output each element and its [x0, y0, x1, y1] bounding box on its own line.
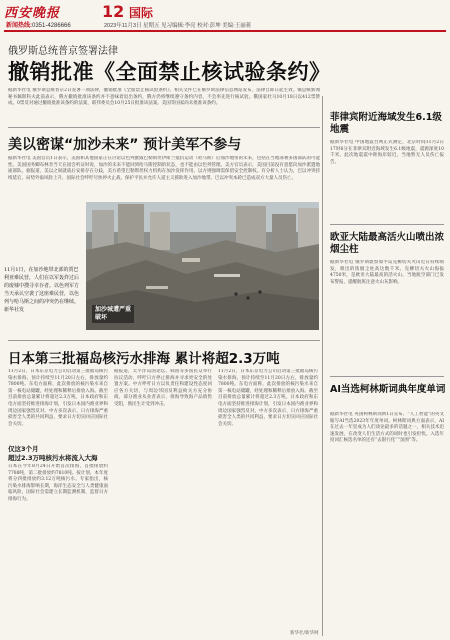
- story3-body-3: 据报道，太平洋岛国论坛、韩国等多国民众举行抗议活动，呼吁日方停止排海并寻求更安全的处置方案。中方呼吁日方以负责任和建设性态度回应各方关切，与周边邻国及利益攸关方充分协商。部分渔业从业者表示，排海导致海产品销售受阻，渔民生计受到冲击。: [114, 369, 212, 407]
- page-header: [4, 2, 446, 32]
- photo-side-caption: 11月1日，在加沙地带北部的贾巴利亚难民营，人们在以军轰炸过后的废墟中搜寻幸存者。以色列军方当天承认空袭了这座难民营，以色列与哈马斯之间的冲突仍在继续。新华社发: [4, 267, 80, 313]
- lead-body: 据新华社电 俄罗斯总统普京2日签署一项法律，撤销批准《全面禁止核试验条约》。相关文件已在俄罗斯法律信息网站发布，法律自即日起生效。俄总统新闻秘书佩斯科夫此前表示，俄方撤销批准该条约并不意味着退出条约，俄方仍将继续遵守条约内容，不会率先进行核试验。俄国家杜马10月18日以412票赞成、0票反对通过撤销批准该条约的法案，联邦委员会10月25日批准该法案。美国等国家尚未批准该条约。: [8, 88, 320, 107]
- column-divider: [322, 96, 323, 636]
- story3-headline: 日本第三批福岛核污水排海 累计将超2.3万吨: [8, 351, 280, 367]
- story3-credit: 新华社/新华网: [290, 631, 319, 636]
- hotline-number: 0351-4286666: [32, 23, 71, 29]
- newspaper-logo: 西安晚报: [4, 6, 61, 21]
- dateline: 2023年11月3日 星期五 见习编辑:李亮 校对:彭坤 美编:王丽蒋: [104, 23, 252, 29]
- story3-body-2: 日本在今年8月24日开始首次排海，首批排放约7788吨，第二批排放约7810吨。按计划，本年度将分四批排放约3.12万吨核污水。专家指出，核污染水排海影响长期，海洋生态安全与人类健康面临风险，国际社会需建立长期监测机制，监督日方排海行为。: [8, 464, 108, 502]
- story3-subhead-1: 仅这3个月: [8, 445, 39, 453]
- story2-body: 据新华社电 美国官员1日表示，美国和其他国家正在讨论以色列摧毁巴勒斯坦伊斯兰抵抗运动（哈马斯）后加沙地带的未来，包括在当地部署多国部队的可能性。美国国务卿布林肯当天在国会听证时说，加沙的未来不能回到哈马斯控制的状态，也不能由以色列管理。美方官员表示，美国目前没有意愿向加沙派遣地面部队。据报道，美以之间就战后安排存在分歧，美方希望巴勒斯坦权力机构在加沙发挥作用。以方则强调需保留安全控制权。有分析人士认为，巴以冲突持续延宕，局势外溢风险上升，国际社会呼吁尽快停火止战，保护平民并允许人道主义援助进入加沙地带。巴以冲突本轮已造成双方大量人员伤亡。: [8, 156, 320, 181]
- divider: [330, 376, 444, 377]
- story3-subhead-2: 超过2.3万吨核污水将流入大海: [8, 454, 98, 462]
- sidebar-headline-2: 欧亚大陆最高活火山喷出浓烟尘柱: [330, 232, 445, 255]
- sidebar-headline-1: 菲律宾附近海域发生6.1级地震: [330, 112, 442, 135]
- story2-headline: 美以密谋“加沙未来” 预计美军不参与: [8, 137, 242, 153]
- sidebar-body-1: 据新华社电 中国地震台网正式测定，北京时间11月2日17时6分在菲律宾附近海域发生6.1级地震，震源深度10千米。此次地震震中距海岸较近，当地暂无人员伤亡报告。: [330, 140, 444, 165]
- sidebar-body-2: 据新华社电 俄罗斯堪察加半岛克柳切夫火山近日持续喷发，喷出的浓烟尘柱高达数千米。克柳切夫火山海拔4750米，是欧亚大陆最高的活火山。当地航空部门已发布警报，提醒航班注意火山灰影响。: [330, 260, 444, 285]
- page-number: 12: [102, 2, 125, 21]
- divider: [330, 224, 444, 225]
- news-hotline: [6, 20, 71, 29]
- sidebar-body-3: 据新华社电 英国柯林斯词典1日宣布，“人工智能”的英文缩写AI当选2023年年度单词。柯林斯词典方面表示，AI在过去一年里成为人们谈论最多的话题之一，相关技术迅速发展，在改变人们生活方式的同时也引发担忧。入选年度词汇候选名单的还有“去银行化”“氛围”等。: [330, 412, 444, 444]
- section-title: 国际: [129, 6, 154, 20]
- hotline-label: 新闻热线:: [6, 23, 32, 29]
- sidebar-headline-3: AI当选柯林斯词典年度单词: [330, 384, 446, 395]
- divider: [8, 127, 320, 128]
- photo-caption: 加沙城遭严重破坏: [92, 305, 134, 323]
- header-rule: [4, 30, 446, 32]
- story3-body: 11月2日，日本东京电力公司启动第三批福岛核污染水排海，预计持续至11月20日左右，排放量约7800吨。东电方面称，此次排放的核污染水来自第一核电站储罐，经处理和稀释后排放入海。截至目前排放总量累计将超过2.3万吨。日本政府和东电方面坚持推进排海计划，引发日本国内渔业界和周边国家强烈反对。中方多次表示，日方排海严重损害全人类的共同利益，要求日方切实回应国际社会关切。: [8, 369, 108, 427]
- lead-kicker: 俄罗斯总统普京签署法律: [8, 46, 118, 57]
- lead-headline: 撤销批准《全面禁止核试验条约》: [8, 60, 331, 84]
- divider: [8, 340, 320, 341]
- story3-body-4: 11月2日，日本东京电力公司启动第三批福岛核污染水排海，预计持续至11月20日左右，排放量约7800吨。东电方面称，此次排放的核污染水来自第一核电站储罐，经处理和稀释后排放入海。截至目前排放总量累计将超过2.3万吨。日本政府和东电方面坚持推进排海计划，引发日本国内渔业界和周边国家强烈反对。中方多次表示，日方排海严重损害全人类的共同利益，要求日方切实回应国际社会关切。: [218, 369, 318, 427]
